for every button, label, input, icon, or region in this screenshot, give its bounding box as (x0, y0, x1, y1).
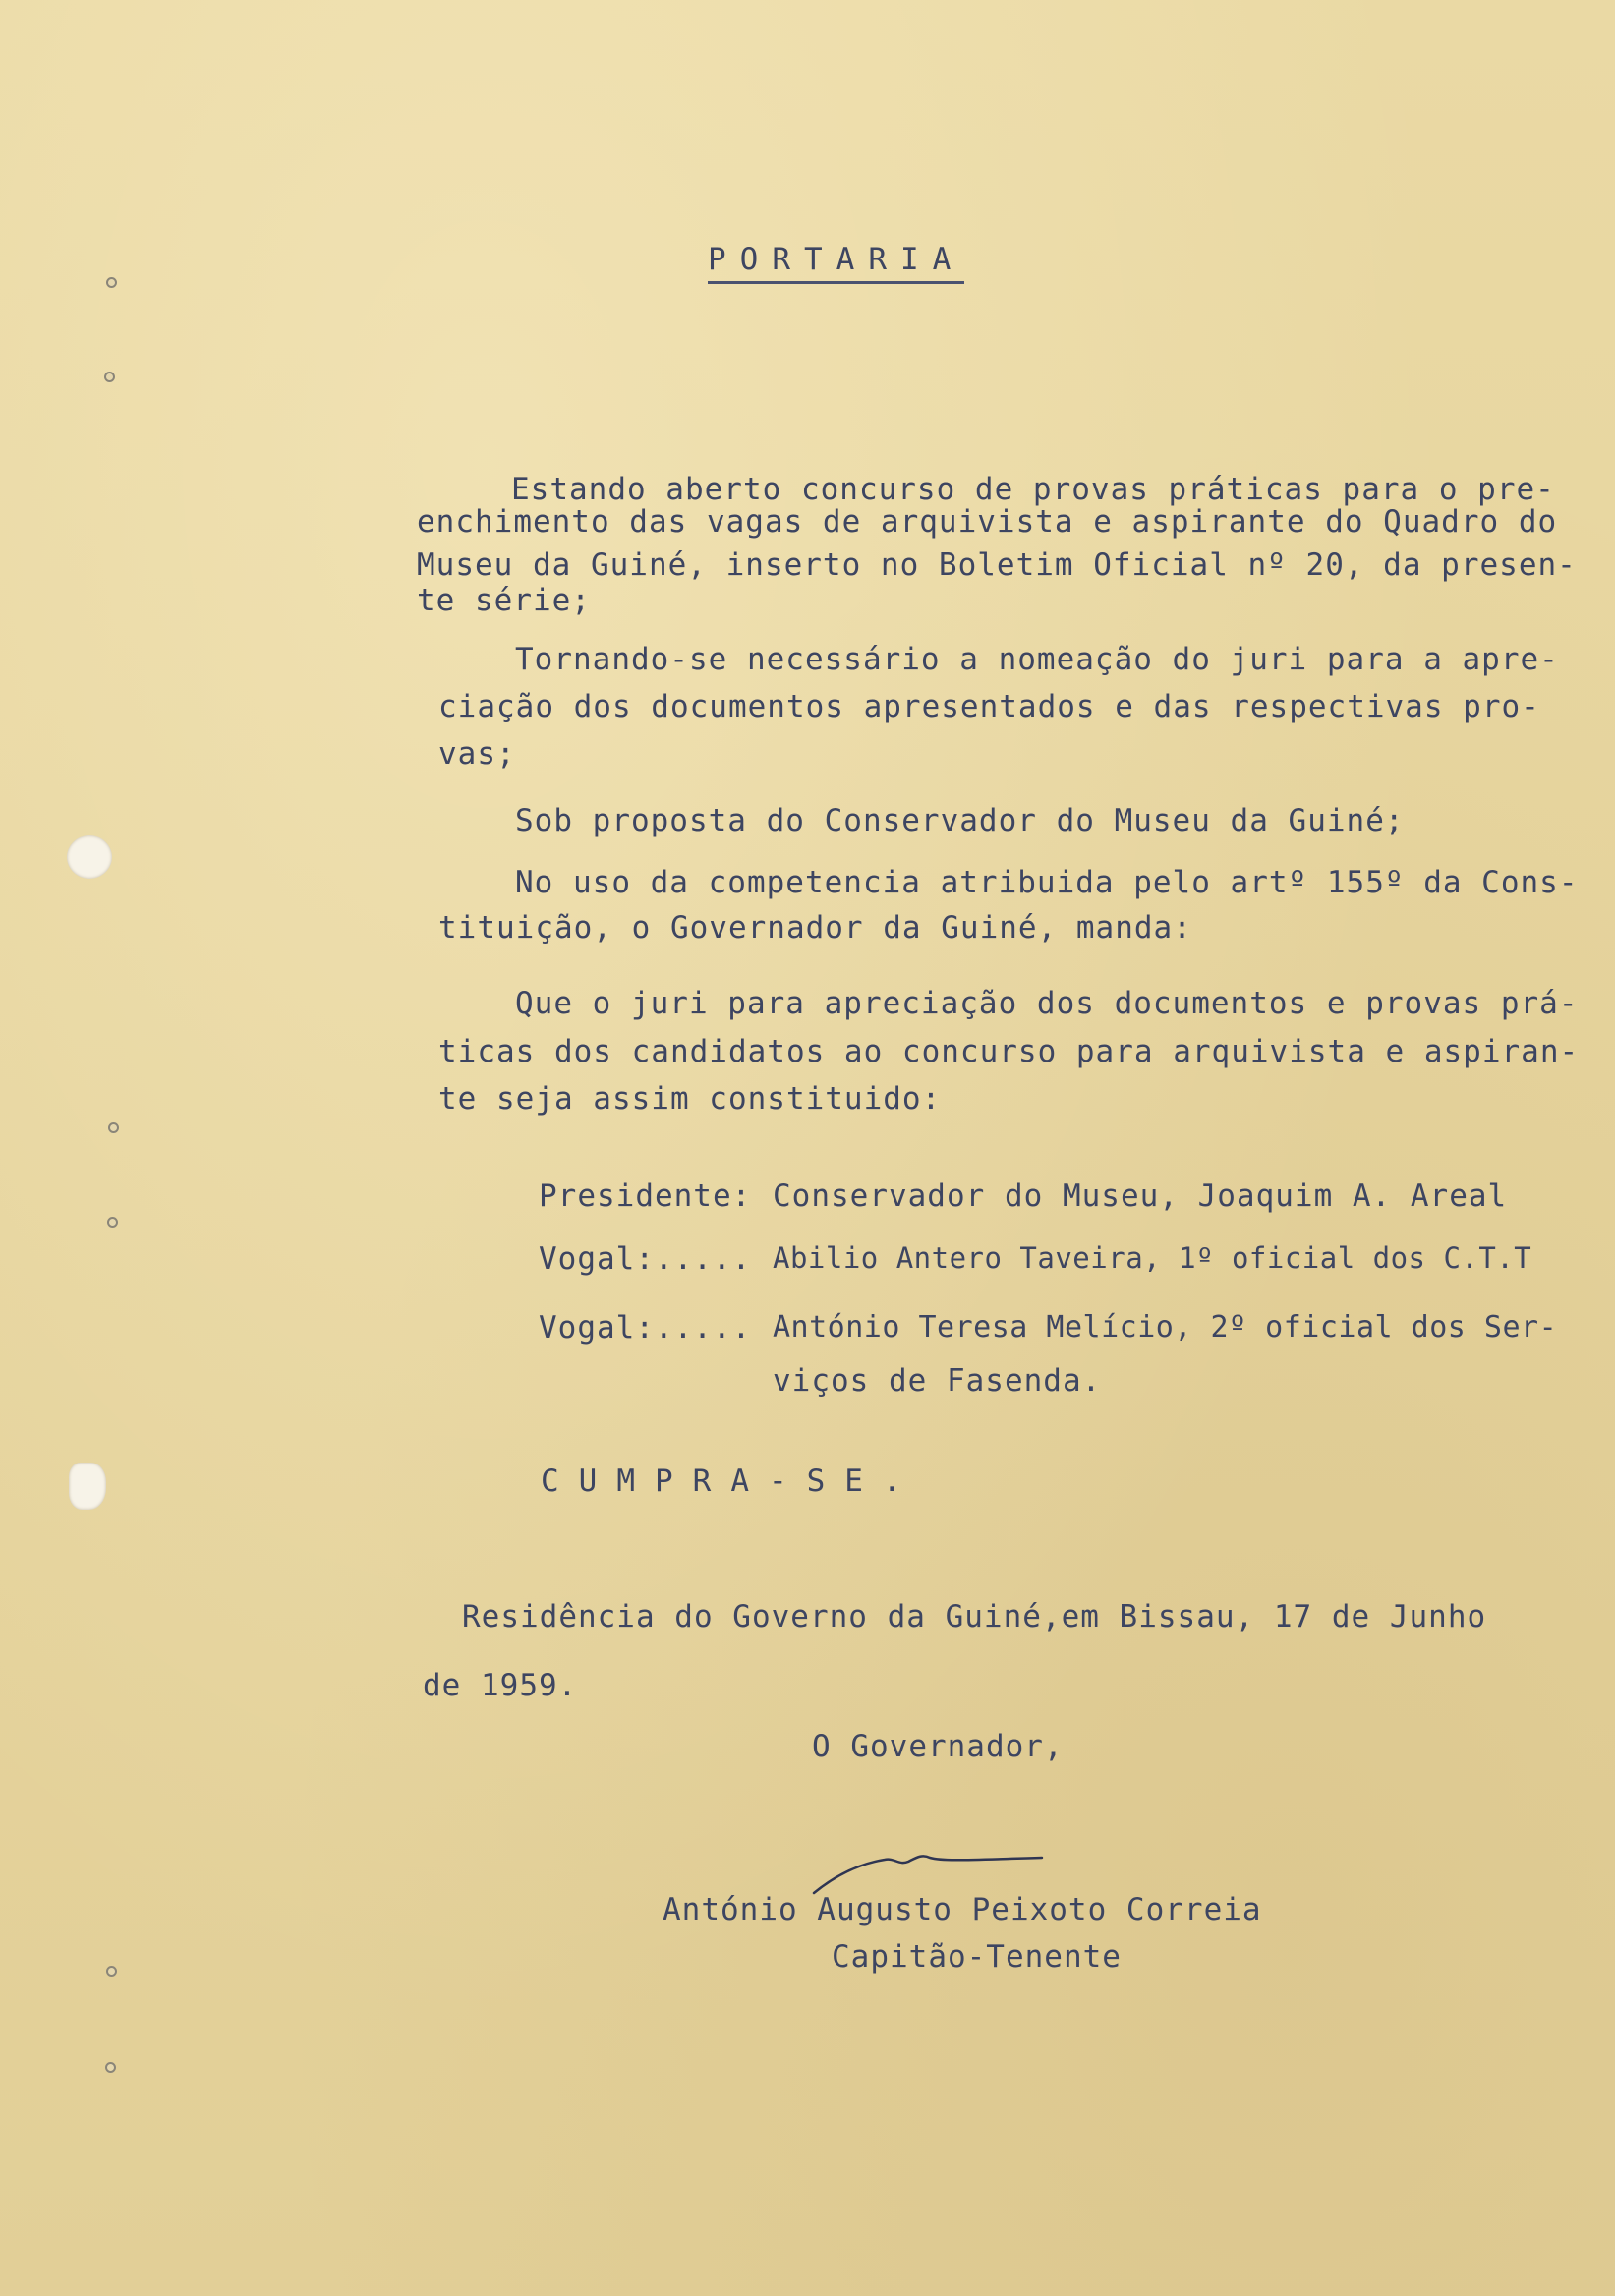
closing-text: O Governador, (812, 1729, 1064, 1764)
punch-hole-bottom (69, 1463, 106, 1510)
jury-member: António Teresa Melício, 2º oficial dos Ser- (773, 1310, 1558, 1345)
body-text-line: Tornando-se necessário a nomeação do juri para a apre- (515, 642, 1559, 677)
body-text-line: te série; (417, 583, 591, 618)
signatory-name: António Augusto Peixoto Correia (663, 1892, 1262, 1927)
place-date: Residência do Governo da Guiné,em Bissau, 17 de Junho (462, 1599, 1487, 1635)
jury-member-continuation: viços de Fasenda. (773, 1363, 1102, 1399)
body-text-line: enchimento das vagas de arquivista e aspirante do Quadro do (417, 504, 1558, 540)
margin-mark (104, 372, 115, 382)
body-text-line: Estando aberto concurso de provas práticas para o pre- (511, 472, 1555, 507)
body-text-line: Museu da Guiné, inserto no Boletim Oficial nº 20, da presen- (417, 547, 1577, 583)
jury-member: Abilio Antero Taveira, 1º oficial dos C.T.T (773, 1241, 1532, 1275)
punch-hole-top (67, 835, 112, 879)
margin-mark (107, 1217, 118, 1228)
jury-role: Vogal:..... (539, 1241, 752, 1277)
document-title: PORTARIA (708, 242, 964, 284)
margin-mark (108, 1122, 119, 1133)
body-text-line: No uso da competencia atribuida pelo artº 155º da Cons- (515, 865, 1579, 900)
body-text-line: vas; (438, 736, 516, 772)
body-text-line: ciação dos documentos apresentados e das respectivas pro- (438, 689, 1540, 724)
body-text-line: ticas dos candidatos ao concurso para arquivista e aspiran- (438, 1034, 1580, 1069)
margin-mark (106, 277, 117, 288)
body-text-line: Sob proposta do Conservador do Museu da Guiné; (515, 803, 1405, 838)
signatory-rank: Capitão-Tenente (832, 1939, 1122, 1975)
body-text-line: te seja assim constituido: (438, 1081, 942, 1117)
margin-mark (105, 2062, 116, 2073)
body-text-line: tituição, o Governador da Guiné, manda: (438, 910, 1192, 946)
margin-mark (106, 1966, 117, 1977)
place-date: de 1959. (423, 1668, 578, 1703)
jury-role: Presidente: (539, 1178, 752, 1214)
body-text-line: Que o juri para apreciação dos documentos e provas prá- (515, 986, 1579, 1021)
jury-member: Conservador do Museu, Joaquim A. Areal (773, 1178, 1508, 1214)
order-text: CUMPRA-SE. (541, 1464, 921, 1499)
jury-role: Vogal:..... (539, 1310, 752, 1346)
